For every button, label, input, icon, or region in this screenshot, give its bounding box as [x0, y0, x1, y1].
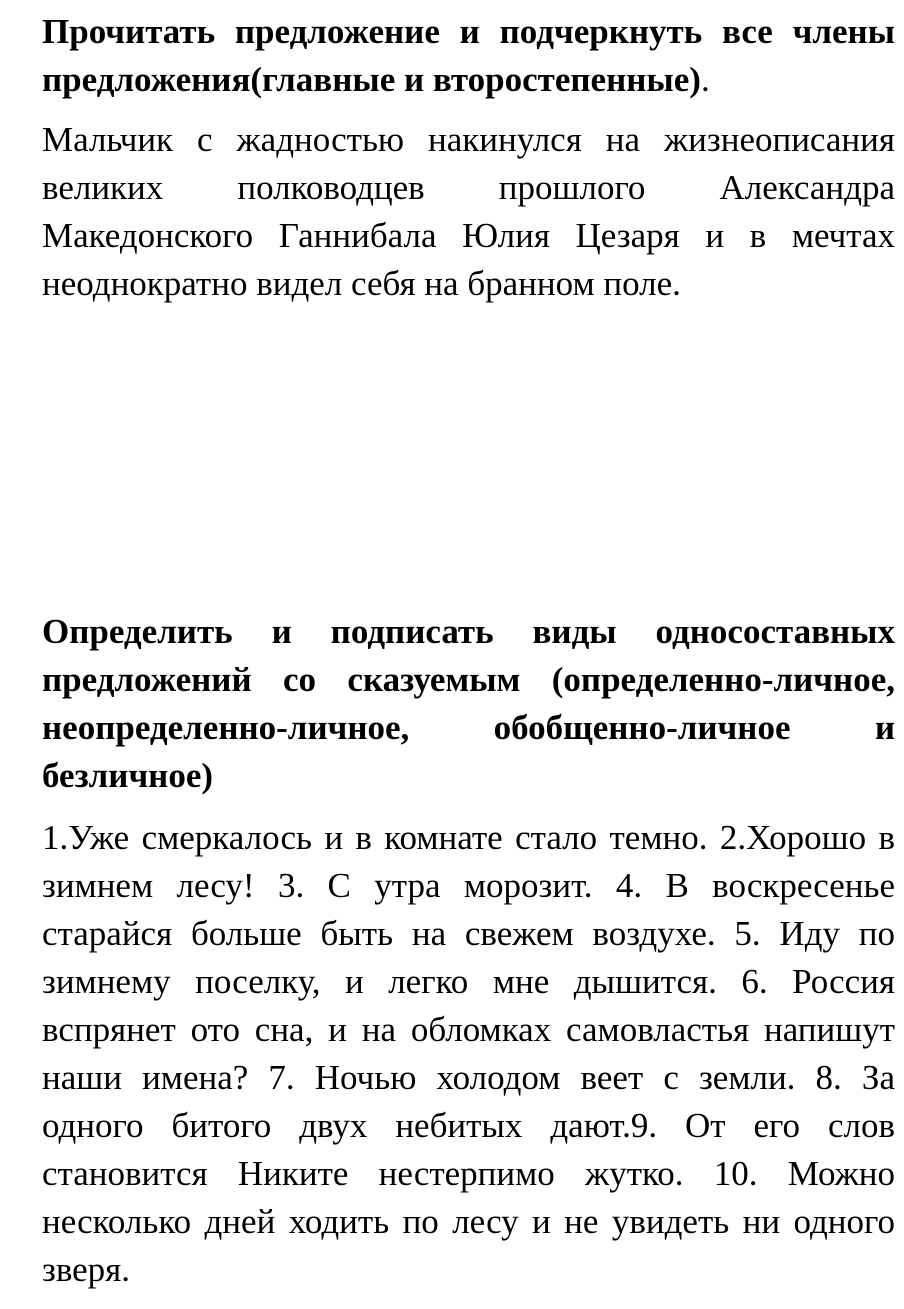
- task-1-title-tail: .: [700, 60, 710, 99]
- task-1-number: [0, 8, 42, 56]
- task-2-heading: [0, 608, 895, 800]
- task-2-sentences: 1.Уже смеркалось и в комнате стало темно. 2.Хорошо в зимнем лесу! 3. С утра морозит. 4. В воскресенье старайся больше быть на свежем воздухе. 5. Иду по зимнему поселку, и легко мне дышится. 6. Россия вспрянет ото сна, и на обломках самовластья напишут наши имена? 7. Ночью холодом веет с земли. 8. За одного битого двух небитых дают.9. От его слов становится Никите нестерпимо жутко. 10. Можно несколько дней ходить по лесу и не увидеть ни одного зверя.: [42, 818, 895, 1289]
- task-2: [0, 608, 895, 1294]
- task-1-sentence: Мальчик с жадностью накинулся на жизнеописания великих полководцев прошлого Александра Македонского Ганнибала Юлия Цезаря и в мечтах неоднократно видел себя на бранном поле.: [42, 120, 895, 303]
- task-1-title: Прочитать предложение и подчеркнуть все члены предложения(главные и второстепенные): [42, 12, 895, 99]
- task-2-number: [0, 608, 42, 656]
- task-1-heading: [0, 8, 895, 104]
- task-1: [0, 8, 895, 308]
- task-2-title: Определить и подписать виды односоставных предложений со сказуемым (определенно-личное, неопределенно-личное, обобщенно-личное и безличное): [42, 612, 895, 795]
